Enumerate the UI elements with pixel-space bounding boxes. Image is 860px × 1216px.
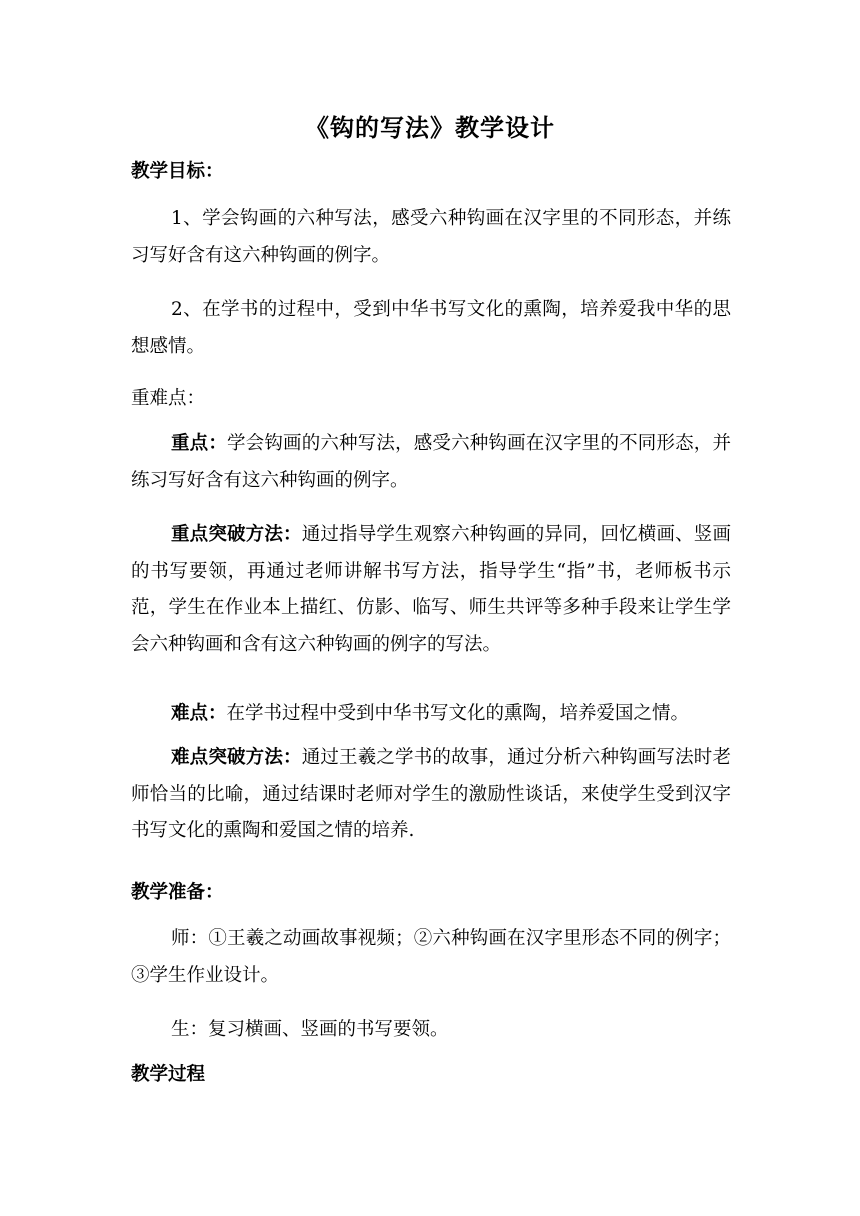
preparation-student: 生：复习横画、竖画的书写要领。 [171,1019,449,1040]
key-method-text: 通过指导学生观察六种钩画的异同，回忆横画、竖画的书写要领，再通过老师讲解书写方法，指导学生“指”书，老师板书示范，学生在作业本上描红、仿影、临写、师生共评等多种手段来让学生学会六种钩画和含有这六种钩画的例字的写法。 [131,524,731,655]
key-point-label: 重点： [171,433,228,454]
hard-point-text: 在学书过程中受到中华书写文化的熏陶，培养爱国之情。 [226,703,690,724]
preparation-heading: 教学准备： [131,882,224,903]
hard-point-label: 难点： [171,703,227,724]
key-method-label: 重点突破方法： [171,524,302,545]
key-method-paragraph [131,517,731,663]
process-heading: 教学过程 [131,1064,206,1085]
document-title: 《钩的写法》教学设计 [305,113,555,142]
objectives-heading: 教学目标： [131,161,224,182]
hard-method-label: 难点突破方法： [171,747,302,768]
preparation-teacher: 师：①王羲之动画故事视频；②六种钩画在汉字里形态不同的例字；③学生作业设计。 [131,928,731,986]
hard-method-paragraph [131,740,731,850]
key-point-text: 学会钩画的六种写法，感受六种钩画在汉字里的不同形态，并练习写好含有这六种钩画的例字。 [131,433,731,491]
hard-point-paragraph [131,696,731,733]
hard-method-text: 通过王羲之学书的故事，通过分析六种钩画写法时老师恰当的比喻，通过结课时老师对学生的激励性谈话，来使学生受到汉字书写文化的熏陶和爱国之情的培养. [131,747,731,841]
objective-item-2: 2、在学书的过程中，受到中华书写文化的熏陶，培养爱我中华的思想感情。 [131,299,731,357]
objective-item-1: 1、学会钩画的六种写法，感受六种钩画在汉字里的不同形态，并练习写好含有这六种钩画的例字。 [131,208,731,266]
key-point-paragraph [131,426,731,499]
difficulties-heading: 重难点： [131,388,206,409]
